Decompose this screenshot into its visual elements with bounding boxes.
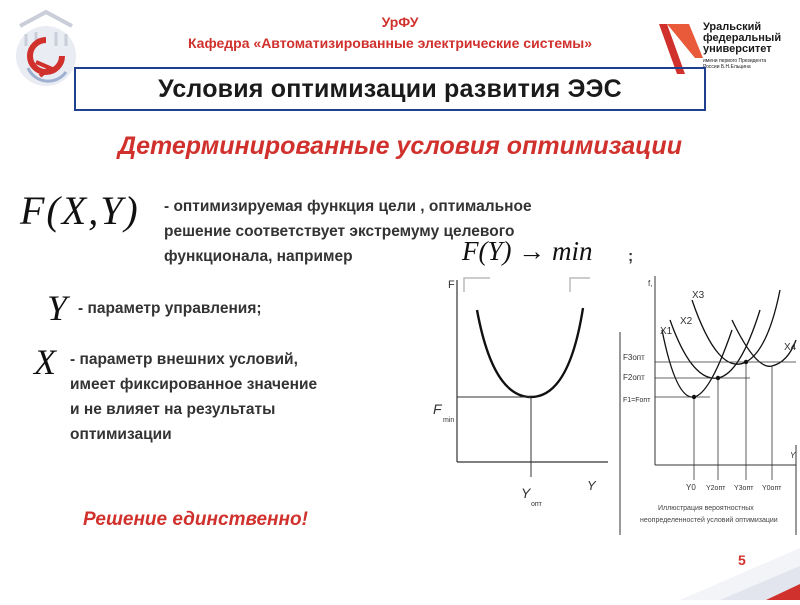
chart1-yopt-label: Y — [521, 485, 531, 501]
chart2-caption-2: неопределенностей условий оптимизации — [640, 517, 778, 524]
optimization-curve-chart — [430, 272, 615, 516]
chart2-y-tick-2: Y3опт — [734, 485, 754, 492]
x-desc-line-4: оптимизации — [70, 426, 172, 443]
chart2-curve-x1 — [662, 330, 732, 397]
logo-line-2: федеральный — [703, 32, 782, 44]
chart1-artifact-left — [464, 278, 490, 292]
x-desc-line-1: - параметр внешних условий, — [70, 351, 298, 368]
symbol-x: X — [34, 342, 56, 382]
chart1-fmin-sub: min — [443, 417, 455, 424]
chart2-curve-label-x2: X2 — [680, 316, 693, 327]
symbol-y: Y — [47, 288, 68, 328]
formula-fxy: F(X,Y) — [20, 188, 140, 233]
probabilistic-curves-chart — [600, 270, 800, 545]
chart1-y-axis-label: F — [448, 279, 455, 291]
logo-line-1: Уральский — [703, 21, 762, 33]
formula-min-tail: ; — [628, 248, 634, 265]
slide-subtitle: Детерминированные условия оптимизации — [118, 132, 682, 160]
desc-line-3: функционала, например — [164, 248, 353, 265]
formula-min: F(Y) → min — [462, 236, 593, 266]
org-short-name: УрФУ — [381, 14, 419, 30]
chart2-y-tick-1: Y2опт — [706, 485, 726, 492]
x-description — [70, 347, 317, 447]
logo-subline-1: имени первого Президента — [703, 58, 767, 64]
chart1-artifact-right — [570, 278, 590, 292]
chart2-f2-label: F2опт — [623, 373, 645, 382]
chart2-min-point-3 — [744, 360, 748, 364]
y-description: - параметр управления; — [78, 300, 262, 317]
x-desc-line-2: имеет фиксированное значение — [70, 376, 318, 393]
slide-title: Условия оптимизации развития ЭЭС — [158, 74, 622, 103]
chart2-min-point-2 — [716, 376, 720, 380]
conclusion-text: Решение единственно! — [83, 509, 308, 530]
logo-subline-2: России Б.Н.Ельцина — [703, 64, 751, 70]
logo-line-3: университет — [703, 43, 772, 55]
desc-line-2: решение соответствует экстремуму целевого — [164, 223, 515, 240]
chart2-x-axis-label: Y — [790, 451, 796, 460]
chart2-y-axis-label: f, — [648, 279, 653, 288]
chart2-curve-label-x3: X3 — [692, 290, 705, 301]
chart2-y-tick-0: Y0 — [686, 483, 696, 492]
page-number: 5 — [738, 552, 746, 568]
chart2-curve-label-x4: X4 — [784, 342, 797, 353]
desc-line-1: - оптимизируемая функция цели , оптимальное — [164, 198, 532, 215]
chart1-fmin-label: F — [433, 401, 442, 417]
chart2-f1-label: F1=Fопт — [623, 397, 651, 404]
slide-title-box — [74, 67, 706, 111]
x-desc-line-3: и не влияет на результаты — [70, 401, 276, 418]
chart2-y-tick-3: Y0опт — [762, 485, 782, 492]
chart2-caption-1: Иллюстрация вероятностных — [658, 505, 754, 512]
chart2-curve-label-x1: X1 — [660, 326, 673, 337]
department-name: Кафедра «Автоматизированные электрические системы» — [187, 35, 593, 51]
chart2-f3-label: F3опт — [623, 353, 645, 362]
chart1-yopt-sub: опт — [531, 501, 542, 508]
chart1-x-axis-label: Y — [587, 478, 596, 493]
corner-decoration — [680, 540, 800, 600]
chart1-parabola — [477, 308, 583, 397]
chart2-min-point-1 — [692, 395, 696, 399]
